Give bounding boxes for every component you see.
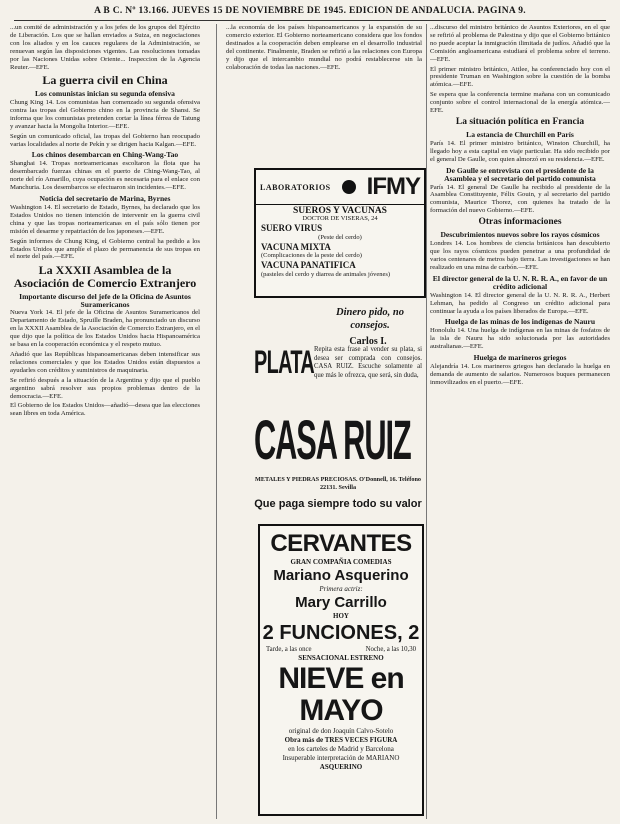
article-text: Se espera que la conferencia termine mañana con un comunicado conjunto sobre el control internacional de la energía atómica.—EFE.	[430, 91, 610, 115]
subhead: Importante discurso del jefe de la Oficina de Asuntos Suramericanos	[19, 291, 191, 309]
subhead: Los chinos desembarcan en Ching-Wang-Tao	[31, 150, 179, 160]
ad-carlos-text: Repita esta frase al vender su plata, si desea ser comprada con consejos. CASA RUIZ. Escuche solamente al que más le ofrezca, que será, sin duda,	[314, 346, 422, 379]
subhead: Huelga de las minas de los indígenas de Nauru	[444, 317, 596, 327]
ad-casa-ruiz-title: CASA RUIZ	[254, 408, 411, 471]
ad-brand: IFMY	[366, 173, 420, 200]
article-text: París 14. El general De Gaulle ha recibido al presidente de la Asamblea Constituyente, Félix Gouin, y al secretario del partido comunista, Maurice Thorez, con quienes ha tratado de la formación del nuevo Gobierno.—EFE.	[430, 183, 610, 215]
ad-product: VACUNA PANATIFICA	[261, 260, 356, 270]
article-text: ...un comité de administración y a los jefes de los grupos del Ejército de Liberación. Los que se hallan enviados a Suiza, en negociaciones con los aliados y en los cauces regulares de la Administración, se renuevan según las disposiciones vigentes. Las resoluciones tomadas por las Naciones Unidas sobre Oriente... Inspeccion de la Agencia Reuter.—EFE.	[10, 24, 200, 71]
ad-actress: Mary Carrillo	[295, 594, 387, 611]
ad-company: GRAN COMPAÑIA COMEDIAS	[290, 558, 392, 566]
headline-asamblea: La XXXII Asamblea de la Asociación de Comercio Extranjero	[13, 263, 197, 290]
ad-director: Mariano Asquerino	[273, 567, 409, 584]
ad-ruiz-address: METALES Y PIEDRAS PRECIOSAS. O'Donnell, 16. Teléfono 22131. Sevilla	[255, 476, 421, 491]
column-right	[430, 24, 610, 819]
ad-subtitle: SUEROS Y VACUNAS	[293, 206, 387, 216]
article-text: Chung King 14. Los comunistas han comenzado su segunda ofensiva contra las tropas del Gobierno chino en la provincia de Shansi. Se informa que los comunistas pretenden cortar la línea férrea de Tatung y avanzar hacia la Mongolia Interior.—EFE.	[10, 99, 200, 130]
headline-china: La guerra civil en China	[42, 73, 168, 88]
ad-primera: Primera actriz:	[319, 585, 363, 593]
ad-product-note: (pasteles del cerdo y diarrea de animales jóvenes)	[261, 270, 391, 278]
article-text: El primer ministro británico, Attlee, ha conferenciado hoy con el presidente Truman en Washington sobre la cuestión de la bomba atómica.—EFE.	[430, 65, 610, 89]
article-text: Según informes de Chung King, el Gobierno central ha pedido a los Estados Unidos que amplíe el plazo de permanencia de sus tropas en el norte del país.—EFE.	[10, 237, 200, 261]
ad-tarde: Tarde, a las once	[266, 646, 312, 653]
article-text: El Gobierno de los Estados Unidos—añadió—desea que las elecciones sean libres en toda América.	[10, 402, 200, 418]
article-text: Shanghai 14. Tropas norteamericanas escoltaron la flota que ha desembarcado fuerzas chinas en el puerto de Ching-Wang-Tao, al norte del río Amarillo, cuya ocupación es necesaria para el enlace con Manchuria. Los desembarcos se efectuaron sin incidentes.—EFE.	[10, 160, 200, 192]
ad-dinero	[318, 306, 422, 334]
column-middle-text	[226, 24, 422, 164]
article-text: ...la economía de los países hispanoamericanos y la expansión de su comercio exterior. El Gobierno norteamericano considera que los fondos destinados a la cooperación deben emplearse en el desarrollo industrial del continente. Finalmente, Braden se refirió a las relaciones con Europa y dijo que el intercambio mundial no podrá restablecerse sin la colaboración de todas las naciones.—EFE.	[226, 24, 422, 71]
ad-credit: ASQUERINO	[319, 763, 363, 771]
subhead: Los comunistas inician su segunda ofensiva	[35, 89, 175, 99]
headline-otras: Otras informaciones	[478, 217, 562, 228]
subhead: La estancia de Churchill en París	[466, 129, 574, 139]
ad-product: SUERO VIRUS	[261, 223, 323, 233]
article-text: Washington 14. El director general de la U. N. R. R. A., Herbert Lehman, ha pedido al Congreso un crédito adicional para continuar la ayuda a los países liberados de Europa.—EFE.	[430, 291, 610, 315]
ad-plata: PLATA	[254, 344, 315, 380]
article-text: Se refirió después a la situación de la Argentina y dijo que el pueblo argentino sabrá resolver sus propios problemas dentro de la democracia.—EFE.	[10, 376, 200, 400]
ad-credit: Obra más de TRES VECES FIGURA	[284, 736, 398, 744]
ad-sensacional: SENSACIONAL ESTRENO	[298, 654, 384, 662]
ad-funciones: 2 FUNCIONES, 2	[262, 622, 420, 644]
headline-francia: La situación política en Francia	[455, 116, 585, 127]
ad-address: DOCTOR DE VISERAS, 24	[302, 215, 378, 222]
ad-credit: Insuperable interpretación de MARIANO	[282, 754, 400, 762]
article-text: Según un comunicado oficial, las tropas del Gobierno han reocupado varias localidades al norte de Pekín y se dirigen hacia Kalgan.—EFE.	[10, 132, 200, 148]
ad-ifmy	[254, 168, 426, 298]
ad-carlos	[314, 338, 422, 380]
ad-times	[260, 645, 422, 654]
ad-product-note: (Complicaciones de la peste del cerdo)	[261, 252, 362, 259]
article-text: Alejandría 14. Los marineros griegos han declarado la huelga en demanda de aumento de salarios. Numerosos buques permanecen inmovilizados en el puerto.—EFE.	[430, 363, 610, 386]
column-left	[10, 24, 200, 819]
subhead: Huelga de marineros griegos	[473, 353, 567, 363]
ad-cervantes	[258, 524, 424, 816]
article-text: Nueva York 14. El jefe de la Oficina de Asuntos Suramericanos del Departamento de Estado, Spruille Braden, ha pronunciado un discurso en la XXXII Asamblea de la Asociación de Comercio Extranjero, en el que dijo que la política de los Estados Unidos hacia Hispanoamérica se basa en la cooperación económica y el respeto mutuo.	[10, 309, 200, 349]
ad-ruiz-tagline: Que paga siempre todo su valor	[254, 498, 422, 510]
subhead: Noticia del secretario de Marina, Byrnes	[39, 194, 171, 204]
ad-hoy: HOY	[333, 612, 349, 620]
ad-lab-label: LABORATORIOS	[260, 182, 331, 192]
column-rule	[426, 24, 427, 819]
article-text: Londres 14. Los hombres de ciencia británicos han descubierto que los rayos cósmicos pueden penetrar a una profundidad de varios centenares de metros bajo tierra. Las investigaciones se han realizado en una mina de carbón.—EFE.	[430, 240, 610, 271]
ad-casa-ruiz	[254, 338, 422, 516]
ad-play-title: NIEVE en MAYO	[278, 662, 404, 727]
ad-dinero-text: Dinero pido, no consejos.	[336, 307, 404, 331]
ad-product: VACUNA MIXTA	[261, 241, 331, 252]
ad-credit: en los carteles de Madrid y Barcelona	[288, 745, 394, 753]
ad-product-note: (Peste del cerdo)	[318, 233, 362, 241]
article-text: Honolulu 14. Una huelga de indígenas en las minas de fosfatos de la isla de Nauru ha sido solucionada por las autoridades australianas.—EFE.	[430, 327, 610, 351]
flask-icon	[342, 180, 356, 194]
ad-credit: original de don Joaquín Calvo-Sotelo	[288, 727, 394, 735]
ad-noche: Noche, a las 10,30	[365, 646, 416, 653]
article-text: Añadió que las Repúblicas hispanoamericanas deben intensificar sus relaciones comerciales y que los Estados Unidos están dispuestos a ayudarles con créditos y suministros de maquinaria.	[10, 351, 200, 374]
article-text: Washington 14. El secretario de Estado, Byrnes, ha declarado que los Estados Unidos no tienen intención de intervenir en la guerra civil china y que las tropas norteamericanas en el país sólo tienen por misión el desarme y repatriación de los japoneses.—EFE.	[10, 204, 200, 235]
subhead: Descubrimientos nuevos sobre los rayos cósmicos	[440, 230, 600, 240]
article-text: París 14. El primer ministro británico, Winston Churchill, ha llegado hoy a esta capital en viaje particular. Ha sido recibido por el general De Gaulle, con quien almorzó en su residencia.—EFE.	[430, 139, 610, 163]
page-header: A B C. Nº 13.166. JUEVES 15 DE NOVIEMBRE DE 1945. EDICION DE ANDALUCIA. PAGINA 9.	[14, 6, 606, 21]
subhead: El director general de la U. N. R. R. A., en favor de un crédito adicional	[432, 273, 608, 291]
ad-carlos-title: Carlos I.	[349, 336, 387, 347]
subhead: De Gaulle se entrevista con el presidente de la Asamblea y el secretario del partido comunista	[444, 165, 596, 183]
ad-cervantes-title: CERVANTES	[270, 530, 412, 557]
article-text: ...discurso del ministro británico de Asuntos Exteriores, en el que se refirió al problema de Palestina y dijo que el Gobierno británico no puede aceptar la inmigración ilimitada de judíos. Añadió que la Comisión angloamericana estudiará el problema sobre el terreno.—EFE.	[430, 24, 610, 63]
column-rule	[216, 24, 217, 819]
